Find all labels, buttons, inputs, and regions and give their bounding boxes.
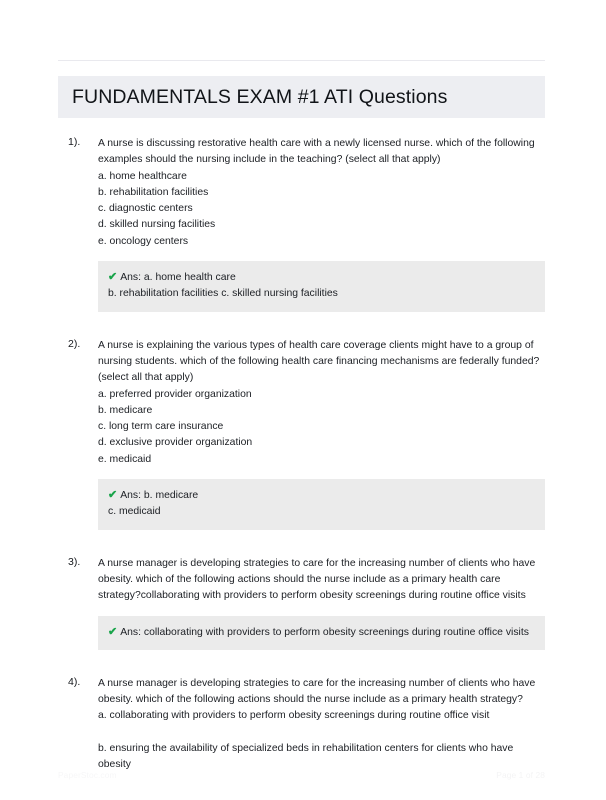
- question-option: a. home healthcare: [98, 170, 187, 182]
- question-body: [98, 338, 545, 468]
- question-text: A nurse manager is developing strategies to care for the increasing number of clients who have obesity. which of the following actions should the nurse include as a primary health strategy?: [98, 677, 536, 706]
- answer-line: [108, 269, 533, 286]
- answer-line: b. rehabilitation facilities c. skilled nursing facilities: [108, 288, 338, 300]
- header-divider: [58, 60, 545, 61]
- question-option: c. long term care insurance: [98, 421, 224, 433]
- footer-page-number: Page 1 of 28: [496, 770, 545, 780]
- question-option: a. preferred provider organization: [98, 388, 252, 400]
- footer-brand: PaperStoc.com: [58, 770, 117, 780]
- question-text: A nurse manager is developing strategies to care for the increasing number of clients who have obesity. which of the following actions should the nurse include as a primary health care strategy?collaborating with providers to perform obesity screenings during routine office visits: [98, 557, 536, 602]
- page-title: FUNDAMENTALS EXAM #1 ATI Questions: [72, 85, 448, 108]
- question-text: A nurse is explaining the various types of health care coverage clients might have to a group of nursing students. which of the following health care financing mechanisms are federally funded? (select all that apply): [98, 339, 540, 384]
- question-item: [0, 136, 606, 312]
- question-number: 1).: [68, 136, 81, 148]
- answer-box: [98, 616, 545, 650]
- question-item: [0, 338, 606, 530]
- block-spacer: [0, 312, 606, 338]
- questions-container: [0, 136, 606, 773]
- answer-box: [98, 261, 545, 312]
- document-title-bar: [58, 76, 545, 118]
- block-spacer: [0, 530, 606, 556]
- question-item: [0, 676, 606, 773]
- question-option: b. rehabilitation facilities: [98, 186, 209, 198]
- question-body: [98, 676, 545, 773]
- answer-text: Ans: a. home health care: [120, 272, 236, 284]
- answer-text: Ans: collaborating with providers to perform obesity screenings during routine office visits: [120, 626, 529, 638]
- question-option: b. medicare: [98, 404, 153, 416]
- block-spacer: [0, 650, 606, 676]
- option-spacer: [98, 725, 545, 741]
- question-body: [98, 556, 545, 605]
- answer-line: [108, 624, 533, 641]
- question-number: 2).: [68, 337, 81, 350]
- check-icon: ✔: [108, 489, 118, 502]
- page-footer: [58, 770, 545, 780]
- answer-text: Ans: b. medicare: [120, 490, 199, 502]
- question-option: e. medicaid: [98, 453, 152, 465]
- answer-line: [108, 487, 533, 504]
- question-option: a. collaborating with providers to perform obesity screenings during routine office visit: [98, 710, 490, 722]
- question-option: e. oncology centers: [98, 235, 189, 247]
- question-body: [98, 136, 545, 250]
- question-number: 4).: [68, 675, 81, 688]
- question-option: d. exclusive provider organization: [98, 437, 253, 449]
- question-option: b. ensuring the availability of specialized beds in rehabilitation centers for clients who have obesity: [98, 742, 514, 771]
- question-option: d. skilled nursing facilities: [98, 219, 216, 231]
- check-icon: ✔: [108, 625, 118, 638]
- answer-box: [98, 479, 545, 530]
- question-number: 3).: [68, 555, 81, 568]
- answer-line: c. medicaid: [108, 506, 161, 518]
- question-option: c. diagnostic centers: [98, 203, 193, 215]
- question-item: [0, 556, 606, 650]
- question-text: A nurse is discussing restorative health care with a newly licensed nurse. which of the following examples should the nursing include in the teaching? (select all that apply): [98, 138, 535, 166]
- check-icon: ✔: [108, 271, 118, 284]
